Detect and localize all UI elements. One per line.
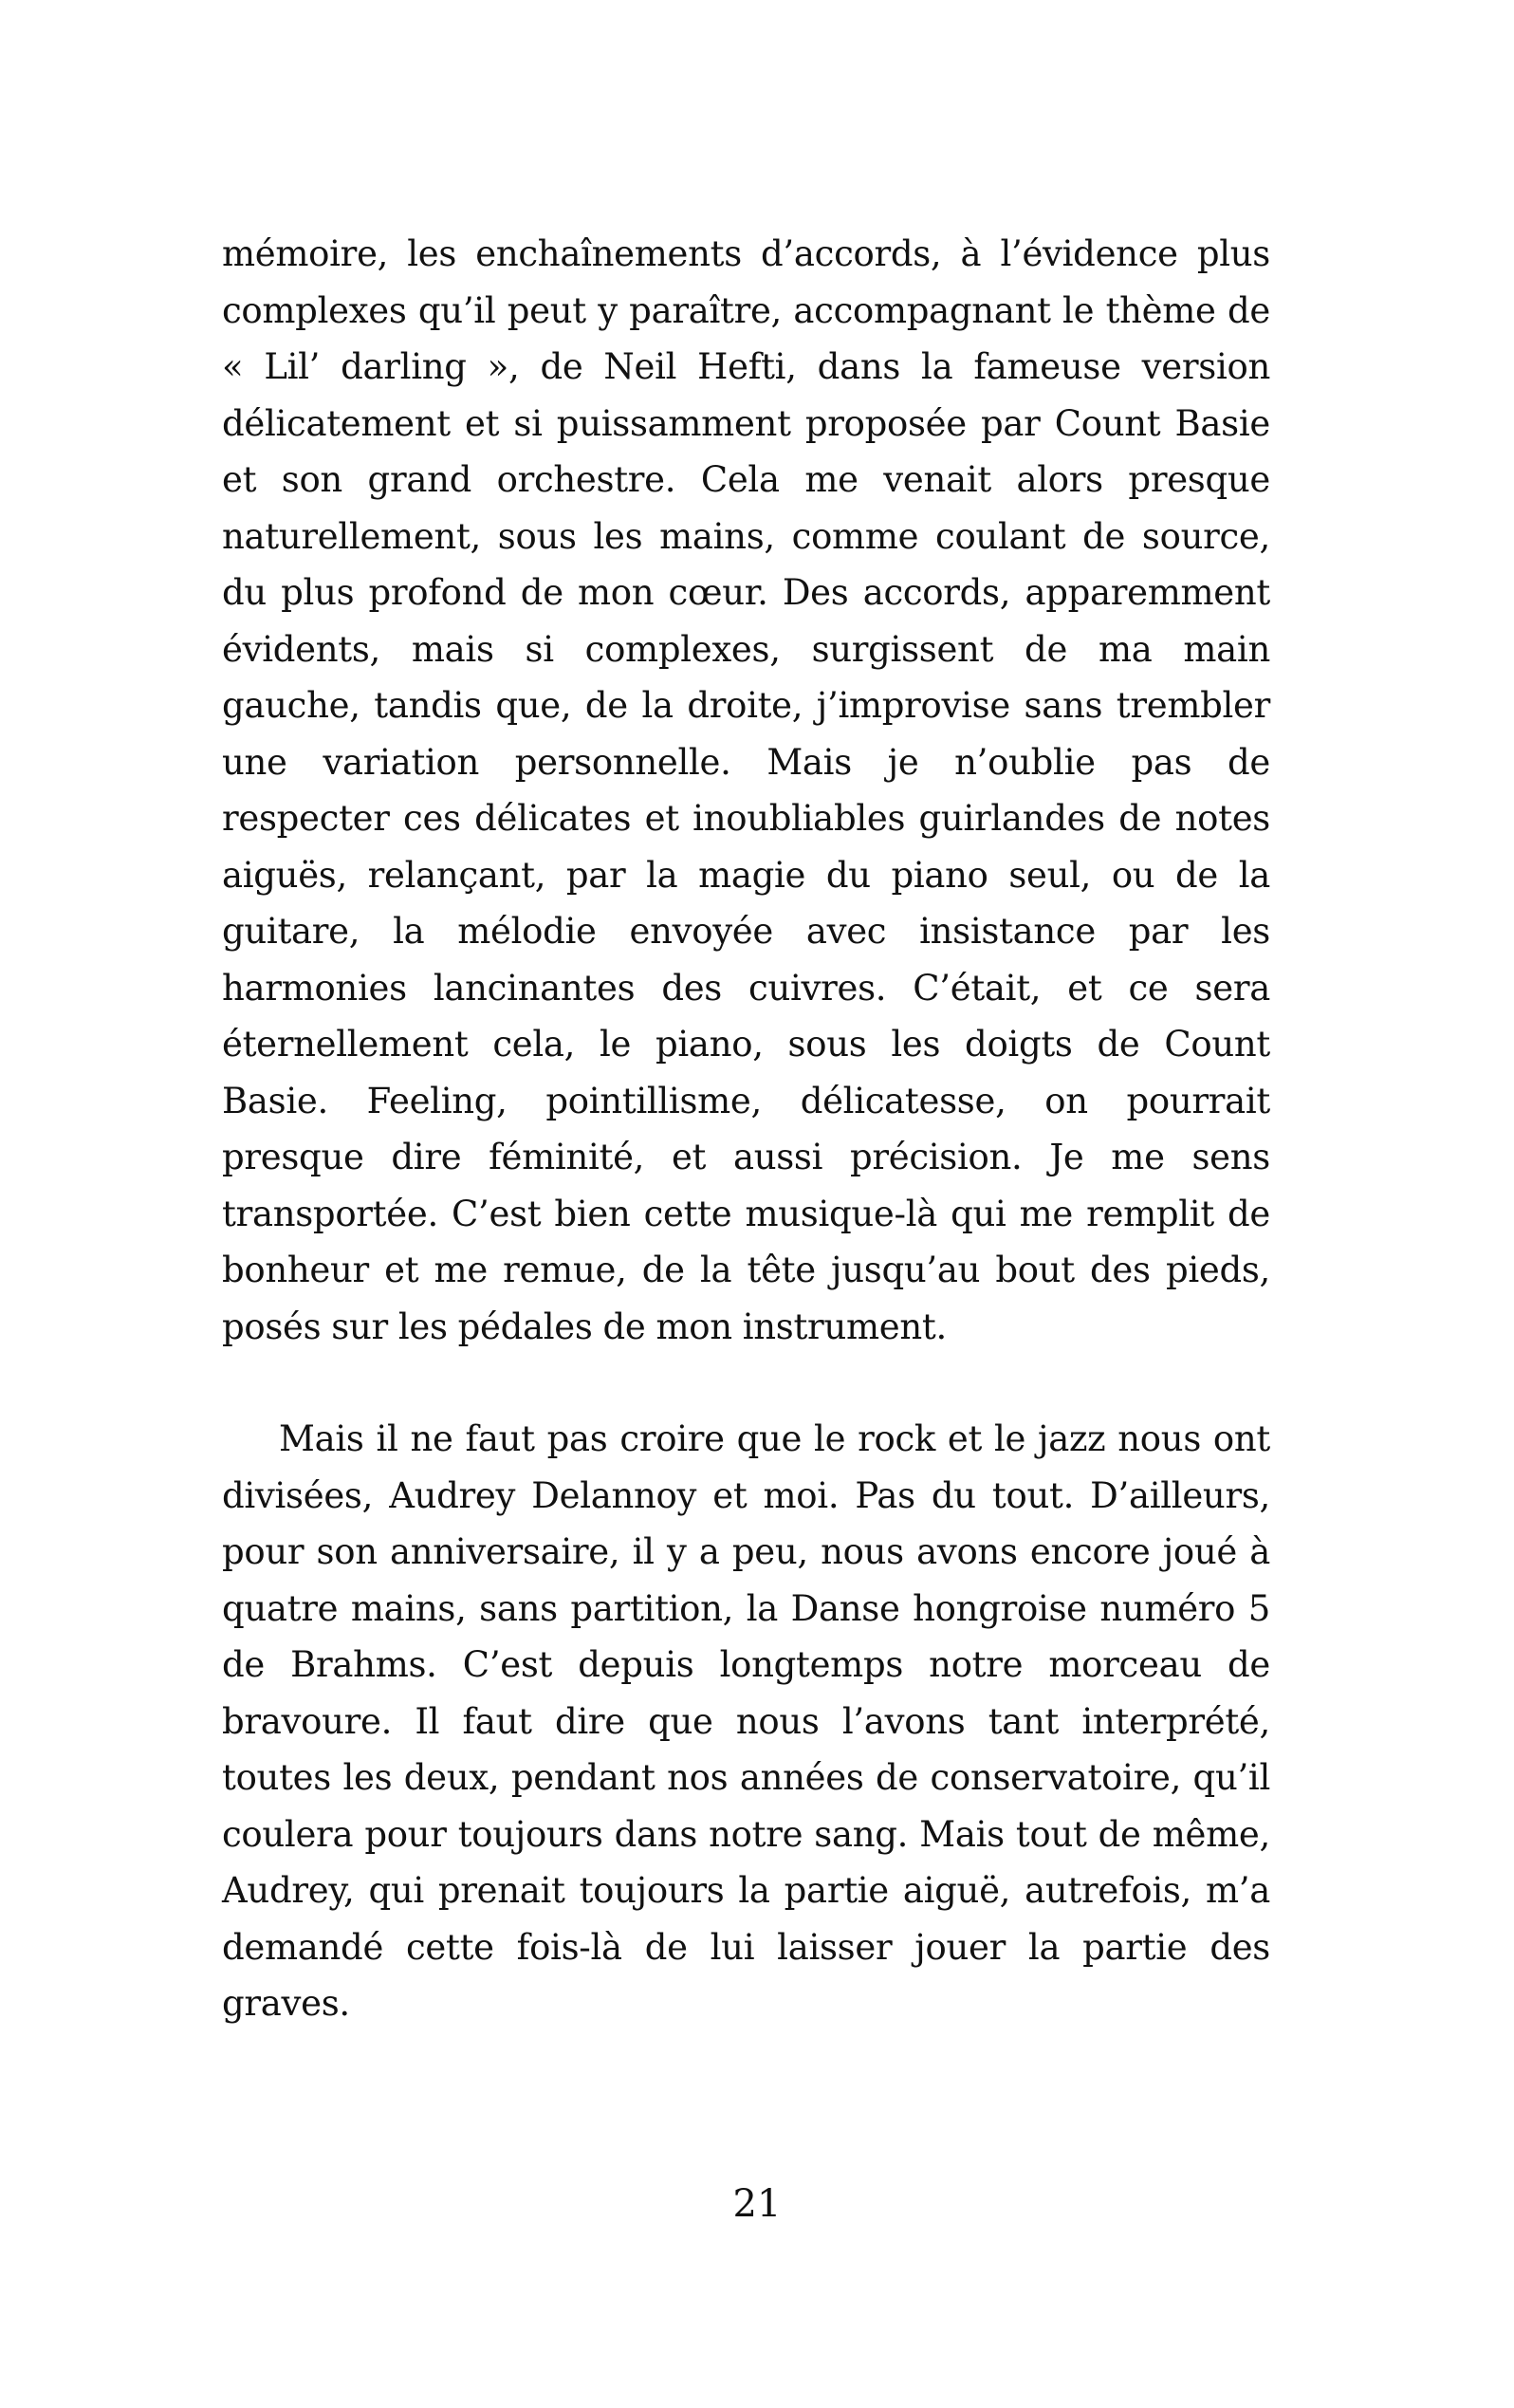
paragraph: mémoire, les enchaînements d’accords, à l’évidence plus complexes qu’il peut y paraître, accompagnant le thème de « Lil’ darling », de Neil Hefti, dans la fameuse version délicatement et si puissamment proposée par Count Basie et son grand orchestre. Cela me venait alors presque naturellement, sous les mains, comme coulant de source, du plus profond de mon cœur. Des accords, apparemment évidents, mais si complexes, surgissent de ma main gauche, tandis que, de la droite, j’improvise sans trembler une variation personnelle. Mais je n’oublie pas de respecter ces délicates et inoubliables guirlandes de notes aiguës, relançant, par la magie du piano seul, ou de la guitare, la mélodie envoyée avec insistance par les harmonies lancinantes des cuivres. C’était, et ce sera éternellement cela, le piano, sous les doigts de Count Basie. Feeling, pointillisme, délicatesse, on pourrait presque dire féminité, et aussi précision. Je me sens transportée. C’est bien cette musique-là qui me remplit de bonheur et me remue, de la tête jusqu’au bout des pieds, posés sur les pédales de mon instrument. — [222, 233, 1270, 1347]
page-number: 21 — [732, 2182, 782, 2226]
body-text — [222, 226, 1270, 2032]
paragraph: Mais il ne faut pas croire que le rock et le jazz nous ont divisées, Audrey Delannoy et moi. Pas du tout. D’ailleurs, pour son anniversaire, il y a peu, nous avons encore joué à quatre mains, sans partition, la Danse hongroise numéro 5 de Brahms. C’est depuis longtemps notre morceau de bravoure. Il faut dire que nous l’avons tant interprété, toutes les deux, pendant nos années de conservatoire, qu’il coulera pour toujours dans notre sang. Mais tout de même, Audrey, qui prenait toujours la partie aiguë, autrefois, m’a demandé cette fois-là de lui laisser jouer la partie des graves. — [222, 1418, 1270, 2024]
